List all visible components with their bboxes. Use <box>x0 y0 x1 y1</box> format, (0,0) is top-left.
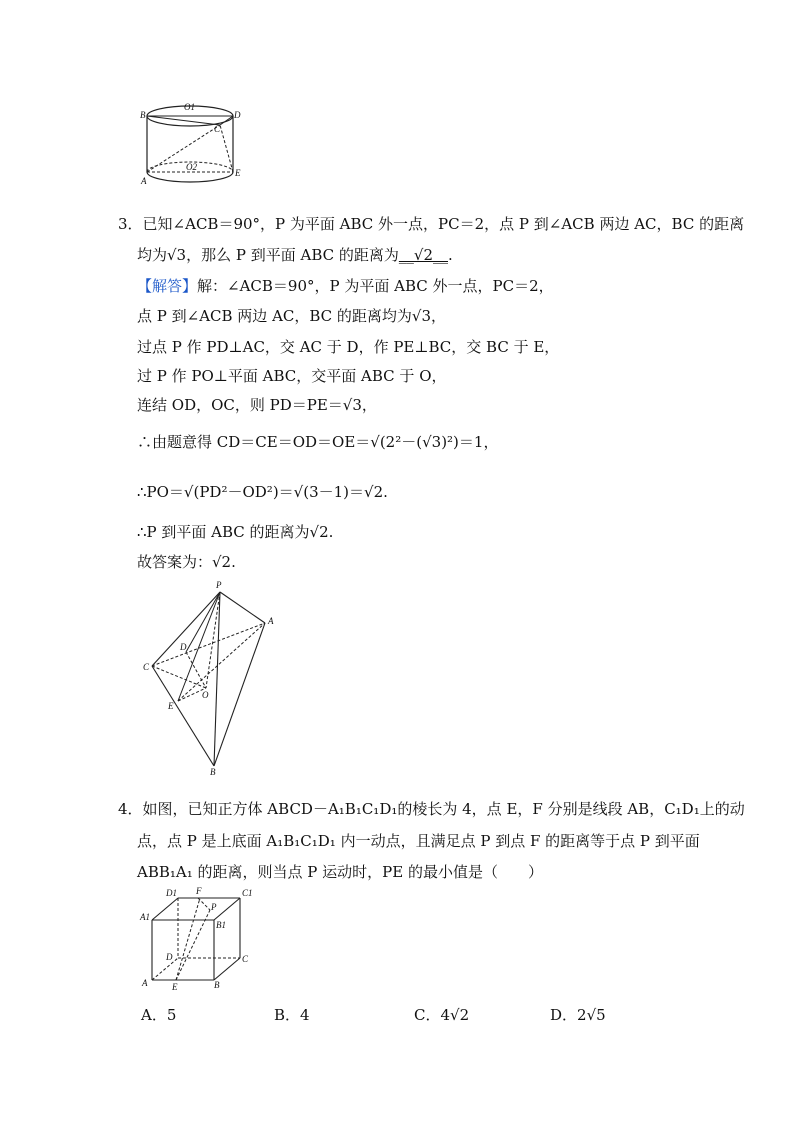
label-A: A <box>268 616 274 626</box>
option-b-letter: B． <box>274 1006 301 1024</box>
q3-sol-line9: 故答案为：√2. <box>137 553 236 571</box>
label-B1: B1 <box>216 920 226 930</box>
option-d[interactable] <box>550 1005 606 1025</box>
q3-sol-line2: 点 P 到∠ACB 两边 AC，BC 的距离均为√3， <box>137 307 447 325</box>
q3-sol-line7: ∴PO＝√(PD²－OD²)＝√(3－1)＝√2. <box>137 483 388 501</box>
label-C: C <box>242 954 249 964</box>
q3-sol-line3: 过点 P 作 PD⊥AC，交 AC 于 D，作 PE⊥BC，交 BC 于 E， <box>137 338 560 356</box>
option-a-value: 5 <box>166 1006 177 1024</box>
option-c-value: 4√2 <box>440 1006 470 1024</box>
label-E: E <box>168 701 174 711</box>
q3-sol-line5: 连结 OD，OC，则 PD＝PE＝√3， <box>137 396 377 414</box>
label-O: O <box>202 690 209 700</box>
option-b-value: 4 <box>300 1006 310 1024</box>
q3-stem-line2-pre: 均为√3，那么 P 到平面 ABC 的距离为 <box>137 246 399 264</box>
q3-sol-line8: ∴P 到平面 ABC 的距离为√2. <box>137 523 334 541</box>
label-A1: A1 <box>140 912 150 922</box>
option-a[interactable] <box>141 1005 176 1025</box>
option-d-letter: D． <box>550 1006 578 1024</box>
label-C: C <box>214 124 221 134</box>
q3-sol-line4: 过 P 作 PO⊥平面 ABC，交平面 ABC 于 O， <box>137 367 447 385</box>
label-B: B <box>210 767 216 776</box>
q3-stem-line2 <box>137 245 453 265</box>
label-P: P <box>211 902 217 912</box>
option-c[interactable] <box>414 1005 469 1025</box>
label-E: E <box>235 168 241 178</box>
label-O1: O1 <box>184 102 195 112</box>
label-P: P <box>216 580 222 590</box>
q3-answer-blank: __√2__ <box>398 246 448 264</box>
option-c-letter: C． <box>414 1006 441 1024</box>
tetrahedron-figure <box>140 580 280 776</box>
label-A: A <box>141 176 147 186</box>
label-O2: O2 <box>186 162 197 172</box>
q4-stem-line3: ABB₁A₁ 的距离，则当点 P 运动时，PE 的最小值是（ ） <box>137 863 543 881</box>
q3-solution-line1 <box>137 276 554 296</box>
option-d-value: 2√5 <box>577 1006 606 1024</box>
label-E: E <box>172 982 178 992</box>
cube-figure <box>138 884 256 994</box>
label-F: F <box>196 886 202 896</box>
q4-stem-line1: 4．如图，已知正方体 ABCD－A₁B₁C₁D₁的棱长为 4，点 E，F 分别是线段 AB，C₁D₁上的动 <box>118 800 745 818</box>
label-C1: C1 <box>242 888 253 898</box>
q3-stem-line2-post: . <box>448 246 453 264</box>
label-C: C <box>143 662 150 672</box>
label-D: D <box>180 642 187 652</box>
q3-sol-line6: ∴由题意得 CD＝CE＝OD＝OE＝√(2²－(√3)²)＝1， <box>137 433 499 451</box>
solution-tag: 【解答】 <box>137 277 198 295</box>
option-b[interactable] <box>274 1005 310 1025</box>
label-D: D <box>234 110 241 120</box>
option-a-letter: A． <box>141 1006 167 1024</box>
label-B: B <box>140 110 146 120</box>
q4-stem-line2: 点，点 P 是上底面 A₁B₁C₁D₁ 内一动点，且满足点 P 到点 F 的距离等于点 P 到平面 <box>137 832 700 850</box>
label-B: B <box>214 980 220 990</box>
label-D: D <box>166 952 173 962</box>
label-D1: D1 <box>166 888 177 898</box>
q3-stem-line1: 3．已知∠ACB＝90°，P 为平面 ABC 外一点，PC＝2，点 P 到∠ACB 两边 AC，BC 的距离 <box>118 215 745 233</box>
label-A: A <box>142 978 148 988</box>
cylinder-figure <box>138 96 248 190</box>
q3-sol-line1-text: 解：∠ACB＝90°，P 为平面 ABC 外一点，PC＝2， <box>197 277 554 295</box>
